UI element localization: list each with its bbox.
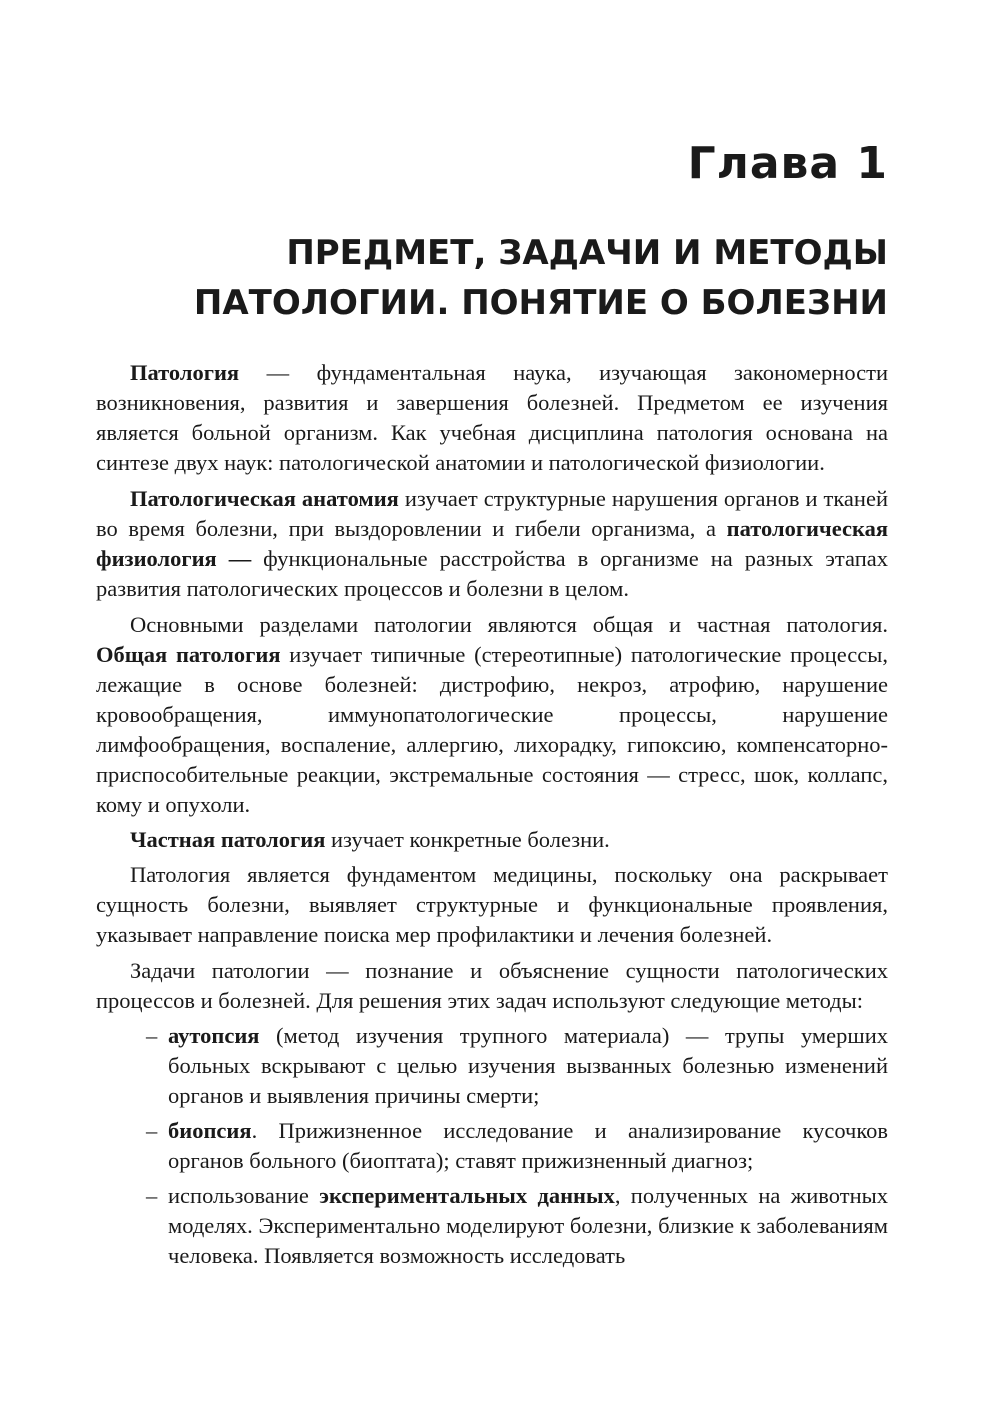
paragraph-text: Основными разделами патологии являются общая и частная патология. [130,612,888,637]
paragraph-tasks: Задачи патологии — познание и объяснение сущности патологических процессов и болезней. Для решения этих задач используют следующие методы: [96,958,888,1013]
term-general-pathology: Общая патология [96,642,281,667]
term-experimental-data: экспериментальных данных [319,1183,615,1208]
paragraph-text: функциональные расстройства в организме на разных этапах развития патологических процессов и болезни в целом. [96,546,888,601]
paragraph-pathological-anatomy [96,484,888,604]
list-dash: – [146,1023,158,1048]
term-special-pathology: Частная патология [130,827,326,852]
term-pathological-anatomy: Патологическая анатомия [130,486,399,511]
paragraph-text: — фундаментальная наука, изучающая закономерности возникновения, развития и завершения болезней. Предметом ее изучения является больной организм. Как учебная дисциплина патология основана на синтезе двух наук: патологической анатомии и патологической физиологии. [96,360,888,475]
chapter-heading: Глава 1 [687,138,888,189]
chapter-title-line-2: ПАТОЛОГИИ. ПОНЯТИЕ О БОЛЕЗНИ [193,283,888,323]
list-item [96,1181,888,1271]
list-item-text: (метод изучения трупного материала) — трупы умерших больных вскрывают с целью изучения вызванных болезнью изменений органов и выявления причины смерти; [168,1023,888,1108]
list-item-prefix: использование [168,1183,320,1208]
list-item [96,1116,888,1176]
list-item [96,1021,888,1111]
paragraph-special-pathology [96,825,888,855]
list-dash: – [146,1118,158,1143]
body-text [96,358,888,1276]
book-page [96,0,888,1420]
paragraph-text: изучает конкретные болезни. [325,827,610,852]
paragraph-general-pathology [96,610,888,820]
term-pathology: Патология [130,360,240,385]
list-item-text: . Прижизненное исследование и анализирование кусочков органов больного (биоптата); ставят прижизненный диагноз; [168,1118,888,1173]
methods-list [96,1021,888,1271]
paragraph-medicine-foundation: Патология является фундаментом медицины, поскольку она раскрывает сущность болезни, выявляет структурные и функциональные проявления, указывает направление поиска мер профилактики и лечения болезней. [96,862,888,947]
term-biopsy: биопсия [168,1118,252,1143]
paragraph-text: изучает типичные (стереотипные) патологические процессы, лежащие в основе болезней: дистрофию, некроз, атрофию, нарушение кровообращения, иммунопатологические процессы, нарушение лимфообращения, воспаление, аллергию, лихорадку, гипоксию, компенсаторно-приспособительные реакции, экстремальные состояния — стресс, шок, коллапс, кому и опухоли. [96,642,888,817]
chapter-title-line-1: ПРЕДМЕТ, ЗАДАЧИ И МЕТОДЫ [286,233,888,273]
chapter-title [96,228,888,328]
paragraph-pathology-definition [96,358,888,478]
list-item-text: , полученных на животных моделях. Экспериментально моделируют болезни, близкие к заболеваниям человека. Появляется возможность исследовать [168,1183,888,1268]
list-dash: – [146,1183,158,1208]
paragraph-text: изучает структурные нарушения органов и тканей во время болезни, при выздоровлении и гибели организма, а [96,486,888,541]
term-pathological-physiology: патологическая физиология — [96,516,888,571]
term-autopsy: аутопсия [168,1023,260,1048]
